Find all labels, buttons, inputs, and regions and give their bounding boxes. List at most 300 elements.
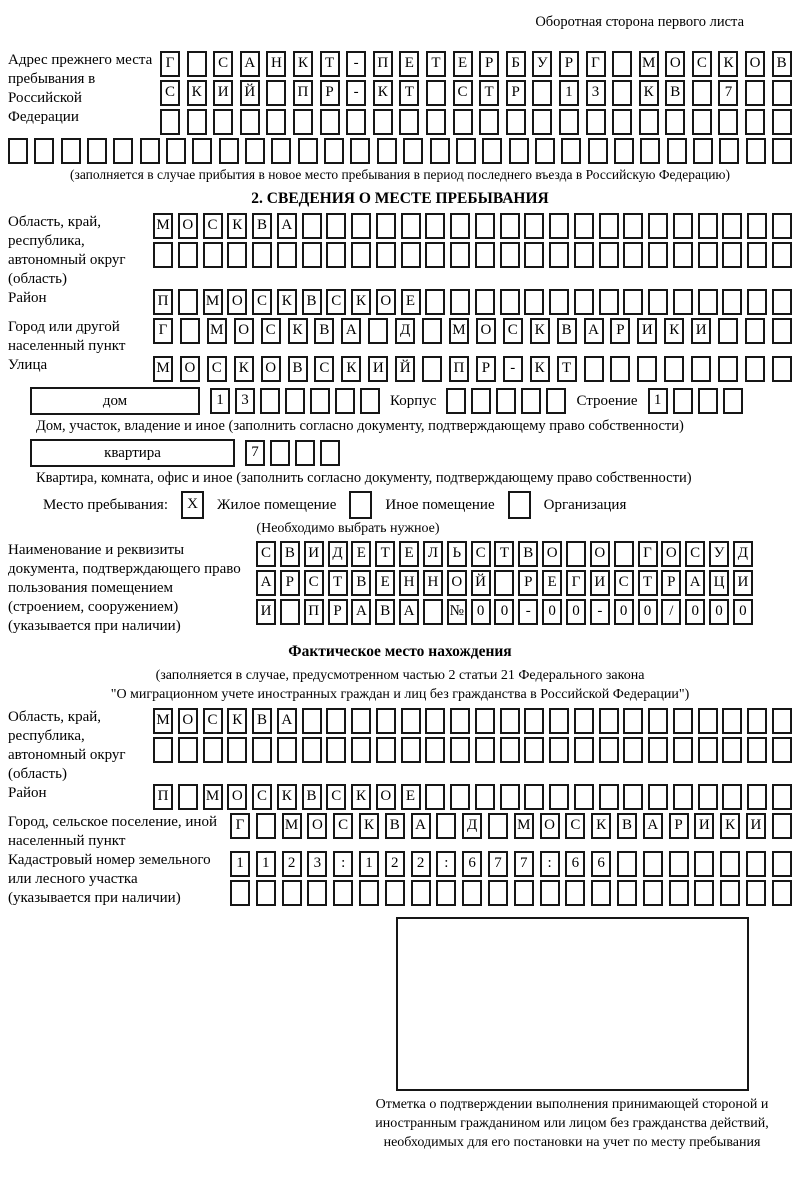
char-cell[interactable] [549,242,569,268]
char-cell[interactable] [612,80,632,106]
char-cell[interactable]: К [187,80,207,106]
char-cell[interactable]: 1 [559,80,579,106]
char-cell[interactable] [665,109,685,135]
char-cell[interactable]: К [277,289,297,315]
char-cell[interactable] [540,880,560,906]
char-cell[interactable] [698,708,718,734]
char-cell[interactable] [524,708,544,734]
char-cell[interactable]: Т [328,570,348,596]
char-cell[interactable] [524,242,544,268]
char-cell[interactable]: В [351,570,371,596]
char-cell[interactable] [320,440,340,466]
char-cell[interactable]: О [540,813,560,839]
char-cell[interactable] [623,289,643,315]
char-cell[interactable]: Р [661,570,681,596]
char-cell[interactable]: О [661,541,681,567]
char-cell[interactable] [351,737,371,763]
char-cell[interactable] [256,813,276,839]
char-cell[interactable]: А [256,570,276,596]
char-cell[interactable] [772,813,792,839]
char-cell[interactable]: 1 [359,851,379,877]
char-cell[interactable]: С [326,784,346,810]
char-cell[interactable] [673,708,693,734]
char-cell[interactable] [648,213,668,239]
char-cell[interactable]: Г [230,813,250,839]
char-cell[interactable] [324,138,344,164]
char-cell[interactable] [373,109,393,135]
char-cell[interactable] [500,784,520,810]
char-cell[interactable] [500,289,520,315]
char-cell[interactable]: № [447,599,467,625]
char-cell[interactable] [747,289,767,315]
char-cell[interactable] [385,880,405,906]
char-cell[interactable]: С [203,213,223,239]
char-cell[interactable]: С [252,289,272,315]
char-cell[interactable]: О [745,51,765,77]
char-cell[interactable] [574,242,594,268]
char-cell[interactable]: Р [518,570,538,596]
char-cell[interactable]: А [351,599,371,625]
char-cell[interactable] [475,213,495,239]
char-cell[interactable] [549,289,569,315]
char-cell[interactable] [532,109,552,135]
char-cell[interactable]: А [399,599,419,625]
char-cell[interactable] [425,289,445,315]
char-cell[interactable] [535,138,555,164]
char-cell[interactable]: Р [280,570,300,596]
char-cell[interactable]: Г [638,541,658,567]
char-cell[interactable]: В [557,318,577,344]
char-cell[interactable] [565,880,585,906]
char-cell[interactable] [430,138,450,164]
char-cell[interactable] [302,242,322,268]
char-cell[interactable]: О [476,318,496,344]
char-cell[interactable] [574,708,594,734]
char-cell[interactable]: 3 [586,80,606,106]
char-cell[interactable]: : [436,851,456,877]
char-cell[interactable] [772,109,792,135]
char-cell[interactable]: 0 [494,599,514,625]
char-cell[interactable] [719,138,739,164]
char-cell[interactable]: Й [240,80,260,106]
char-cell[interactable] [240,109,260,135]
char-cell[interactable]: 2 [411,851,431,877]
char-cell[interactable]: С [692,51,712,77]
char-cell[interactable]: Г [160,51,180,77]
char-cell[interactable] [436,880,456,906]
char-cell[interactable]: Д [328,541,348,567]
char-cell[interactable] [614,541,634,567]
char-cell[interactable]: С [252,784,272,810]
char-cell[interactable] [559,109,579,135]
char-cell[interactable] [376,213,396,239]
char-cell[interactable]: Р [610,318,630,344]
char-cell[interactable]: 0 [685,599,705,625]
char-cell[interactable]: К [664,318,684,344]
char-cell[interactable] [584,356,604,382]
char-cell[interactable]: О [227,289,247,315]
char-cell[interactable]: О [180,356,200,382]
char-cell[interactable]: К [288,318,308,344]
char-cell[interactable]: Е [351,541,371,567]
char-cell[interactable] [648,737,668,763]
char-cell[interactable]: О [542,541,562,567]
char-cell[interactable] [772,737,792,763]
char-cell[interactable] [599,289,619,315]
char-cell[interactable]: К [277,784,297,810]
char-cell[interactable] [446,388,466,414]
char-cell[interactable]: А [240,51,260,77]
char-cell[interactable] [772,213,792,239]
char-cell[interactable] [745,109,765,135]
char-cell[interactable]: Р [506,80,526,106]
char-cell[interactable] [350,138,370,164]
char-cell[interactable] [285,388,305,414]
char-cell[interactable] [673,213,693,239]
char-cell[interactable]: 1 [210,388,230,414]
char-cell[interactable] [335,388,355,414]
char-cell[interactable] [747,784,767,810]
char-cell[interactable]: А [685,570,705,596]
char-cell[interactable] [637,356,657,382]
char-cell[interactable] [718,356,738,382]
char-cell[interactable] [612,51,632,77]
char-cell[interactable] [648,289,668,315]
char-cell[interactable] [61,138,81,164]
char-cell[interactable]: В [617,813,637,839]
char-cell[interactable]: 1 [648,388,668,414]
char-cell[interactable]: Г [153,318,173,344]
char-cell[interactable] [691,356,711,382]
char-cell[interactable]: Н [266,51,286,77]
char-cell[interactable] [524,289,544,315]
char-cell[interactable]: 1 [256,851,276,877]
char-cell[interactable] [648,784,668,810]
char-cell[interactable]: О [261,356,281,382]
char-cell[interactable] [643,880,663,906]
char-cell[interactable] [252,737,272,763]
char-cell[interactable] [549,213,569,239]
char-cell[interactable]: К [351,289,371,315]
char-cell[interactable] [574,784,594,810]
char-cell[interactable] [425,708,445,734]
char-cell[interactable]: О [234,318,254,344]
char-cell[interactable] [643,851,663,877]
char-cell[interactable] [260,388,280,414]
char-cell[interactable] [425,213,445,239]
char-cell[interactable] [376,242,396,268]
char-cell[interactable] [772,318,792,344]
char-cell[interactable]: О [178,708,198,734]
char-cell[interactable] [8,138,28,164]
char-cell[interactable]: П [153,784,173,810]
char-cell[interactable] [772,784,792,810]
char-cell[interactable] [746,851,766,877]
char-cell[interactable]: С [333,813,353,839]
char-cell[interactable]: 3 [307,851,327,877]
char-cell[interactable] [509,138,529,164]
char-cell[interactable]: С [314,356,334,382]
char-cell[interactable] [425,242,445,268]
char-cell[interactable] [745,318,765,344]
char-cell[interactable] [450,242,470,268]
char-cell[interactable]: С [565,813,585,839]
char-cell[interactable]: М [514,813,534,839]
char-cell[interactable]: А [411,813,431,839]
char-cell[interactable]: С [503,318,523,344]
char-cell[interactable]: И [637,318,657,344]
char-cell[interactable]: Е [375,570,395,596]
char-cell[interactable]: У [709,541,729,567]
char-cell[interactable]: С [261,318,281,344]
char-cell[interactable] [772,138,792,164]
char-cell[interactable]: С [256,541,276,567]
char-cell[interactable] [187,109,207,135]
char-cell[interactable] [640,138,660,164]
char-cell[interactable] [524,737,544,763]
char-cell[interactable]: Р [479,51,499,77]
char-cell[interactable] [403,138,423,164]
char-cell[interactable] [566,541,586,567]
char-cell[interactable]: К [718,51,738,77]
char-cell[interactable]: Л [423,541,443,567]
char-cell[interactable] [436,813,456,839]
char-cell[interactable] [333,880,353,906]
char-cell[interactable]: М [203,784,223,810]
char-cell[interactable] [277,242,297,268]
char-cell[interactable] [722,708,742,734]
char-cell[interactable] [617,880,637,906]
char-cell[interactable] [722,784,742,810]
char-cell[interactable]: - [503,356,523,382]
char-cell[interactable]: Б [506,51,526,77]
char-cell[interactable] [524,784,544,810]
char-cell[interactable]: Т [375,541,395,567]
char-cell[interactable] [422,356,442,382]
char-cell[interactable]: Т [557,356,577,382]
char-cell[interactable] [307,880,327,906]
char-cell[interactable] [401,242,421,268]
char-cell[interactable] [692,80,712,106]
char-cell[interactable]: В [772,51,792,77]
char-cell[interactable]: С [453,80,473,106]
char-cell[interactable]: 0 [638,599,658,625]
char-cell[interactable] [479,109,499,135]
char-cell[interactable]: 0 [566,599,586,625]
char-cell[interactable] [772,708,792,734]
char-cell[interactable]: Й [395,356,415,382]
char-cell[interactable] [360,388,380,414]
char-cell[interactable]: С [614,570,634,596]
char-cell[interactable]: И [304,541,324,567]
char-cell[interactable] [772,880,792,906]
char-cell[interactable]: К [720,813,740,839]
char-cell[interactable]: А [277,708,297,734]
char-cell[interactable] [450,784,470,810]
char-cell[interactable] [496,388,516,414]
char-cell[interactable] [746,138,766,164]
char-cell[interactable] [648,708,668,734]
char-cell[interactable]: О [376,289,396,315]
char-cell[interactable]: 7 [488,851,508,877]
char-cell[interactable] [422,318,442,344]
char-cell[interactable] [586,109,606,135]
char-cell[interactable]: 3 [235,388,255,414]
char-cell[interactable] [377,138,397,164]
char-cell[interactable]: М [207,318,227,344]
char-cell[interactable]: Д [395,318,415,344]
char-cell[interactable]: К [530,356,550,382]
char-cell[interactable]: К [530,318,550,344]
char-cell[interactable] [612,109,632,135]
char-cell[interactable]: В [665,80,685,106]
char-cell[interactable] [772,851,792,877]
char-cell[interactable]: Е [399,541,419,567]
char-cell[interactable] [230,880,250,906]
char-cell[interactable] [506,109,526,135]
char-cell[interactable] [326,737,346,763]
char-cell[interactable]: Е [453,51,473,77]
char-cell[interactable]: Ь [447,541,467,567]
char-cell[interactable] [302,737,322,763]
char-cell[interactable] [614,138,634,164]
char-cell[interactable]: В [302,784,322,810]
char-cell[interactable]: В [302,289,322,315]
char-cell[interactable]: Т [399,80,419,106]
char-cell[interactable]: В [314,318,334,344]
char-cell[interactable]: 6 [565,851,585,877]
char-cell[interactable] [673,737,693,763]
char-cell[interactable]: Т [494,541,514,567]
char-cell[interactable]: О [376,784,396,810]
char-cell[interactable] [623,737,643,763]
char-cell[interactable] [722,289,742,315]
char-cell[interactable]: Й [471,570,491,596]
char-cell[interactable] [500,213,520,239]
char-cell[interactable] [113,138,133,164]
char-cell[interactable]: Т [479,80,499,106]
char-cell[interactable]: Т [320,51,340,77]
char-cell[interactable]: Н [423,570,443,596]
char-cell[interactable] [295,440,315,466]
char-cell[interactable]: 6 [591,851,611,877]
char-cell[interactable]: К [293,51,313,77]
char-cell[interactable]: Е [399,51,419,77]
char-cell[interactable]: Е [542,570,562,596]
char-cell[interactable]: Г [586,51,606,77]
char-cell[interactable]: 7 [718,80,738,106]
char-cell[interactable]: К [341,356,361,382]
char-cell[interactable] [475,289,495,315]
char-cell[interactable]: К [234,356,254,382]
char-cell[interactable]: М [639,51,659,77]
char-cell[interactable]: И [694,813,714,839]
char-cell[interactable] [302,213,322,239]
char-cell[interactable] [610,356,630,382]
char-cell[interactable]: П [304,599,324,625]
char-cell[interactable] [718,318,738,344]
char-cell[interactable] [693,138,713,164]
char-cell[interactable] [293,109,313,135]
char-cell[interactable] [772,356,792,382]
char-cell[interactable] [617,851,637,877]
char-cell[interactable]: Е [401,289,421,315]
char-cell[interactable] [698,737,718,763]
char-cell[interactable] [673,289,693,315]
char-cell[interactable]: М [153,213,173,239]
char-cell[interactable] [271,138,291,164]
char-cell[interactable]: 0 [471,599,491,625]
char-cell[interactable] [245,138,265,164]
char-cell[interactable] [368,318,388,344]
house-type-box[interactable]: дом [30,387,200,415]
char-cell[interactable]: А [341,318,361,344]
char-cell[interactable]: Т [638,570,658,596]
char-cell[interactable] [326,242,346,268]
char-cell[interactable]: - [346,80,366,106]
char-cell[interactable] [745,80,765,106]
char-cell[interactable]: О [307,813,327,839]
char-cell[interactable] [277,737,297,763]
char-cell[interactable] [450,213,470,239]
char-cell[interactable] [772,242,792,268]
char-cell[interactable]: X [181,491,204,519]
char-cell[interactable] [399,109,419,135]
char-cell[interactable]: Г [566,570,586,596]
char-cell[interactable] [140,138,160,164]
char-cell[interactable] [747,708,767,734]
char-cell[interactable] [213,109,233,135]
char-cell[interactable] [166,138,186,164]
char-cell[interactable] [574,289,594,315]
char-cell[interactable] [623,242,643,268]
char-cell[interactable] [346,109,366,135]
char-cell[interactable]: Д [462,813,482,839]
char-cell[interactable]: Е [401,784,421,810]
char-cell[interactable]: 0 [709,599,729,625]
char-cell[interactable] [508,491,531,519]
char-cell[interactable] [411,880,431,906]
char-cell[interactable] [772,80,792,106]
char-cell[interactable]: Р [559,51,579,77]
char-cell[interactable]: С [213,51,233,77]
char-cell[interactable] [256,880,276,906]
char-cell[interactable] [252,242,272,268]
char-cell[interactable] [266,80,286,106]
char-cell[interactable] [266,109,286,135]
char-cell[interactable]: И [256,599,276,625]
char-cell[interactable]: О [447,570,467,596]
char-cell[interactable] [450,289,470,315]
char-cell[interactable] [718,109,738,135]
char-cell[interactable] [623,708,643,734]
char-cell[interactable]: М [449,318,469,344]
char-cell[interactable] [698,388,718,414]
char-cell[interactable] [549,737,569,763]
char-cell[interactable] [425,737,445,763]
char-cell[interactable] [425,784,445,810]
char-cell[interactable] [178,289,198,315]
char-cell[interactable]: О [178,213,198,239]
char-cell[interactable] [698,289,718,315]
char-cell[interactable]: П [449,356,469,382]
char-cell[interactable] [639,109,659,135]
char-cell[interactable] [192,138,212,164]
char-cell[interactable] [488,880,508,906]
char-cell[interactable]: К [373,80,393,106]
char-cell[interactable] [326,708,346,734]
char-cell[interactable] [546,388,566,414]
